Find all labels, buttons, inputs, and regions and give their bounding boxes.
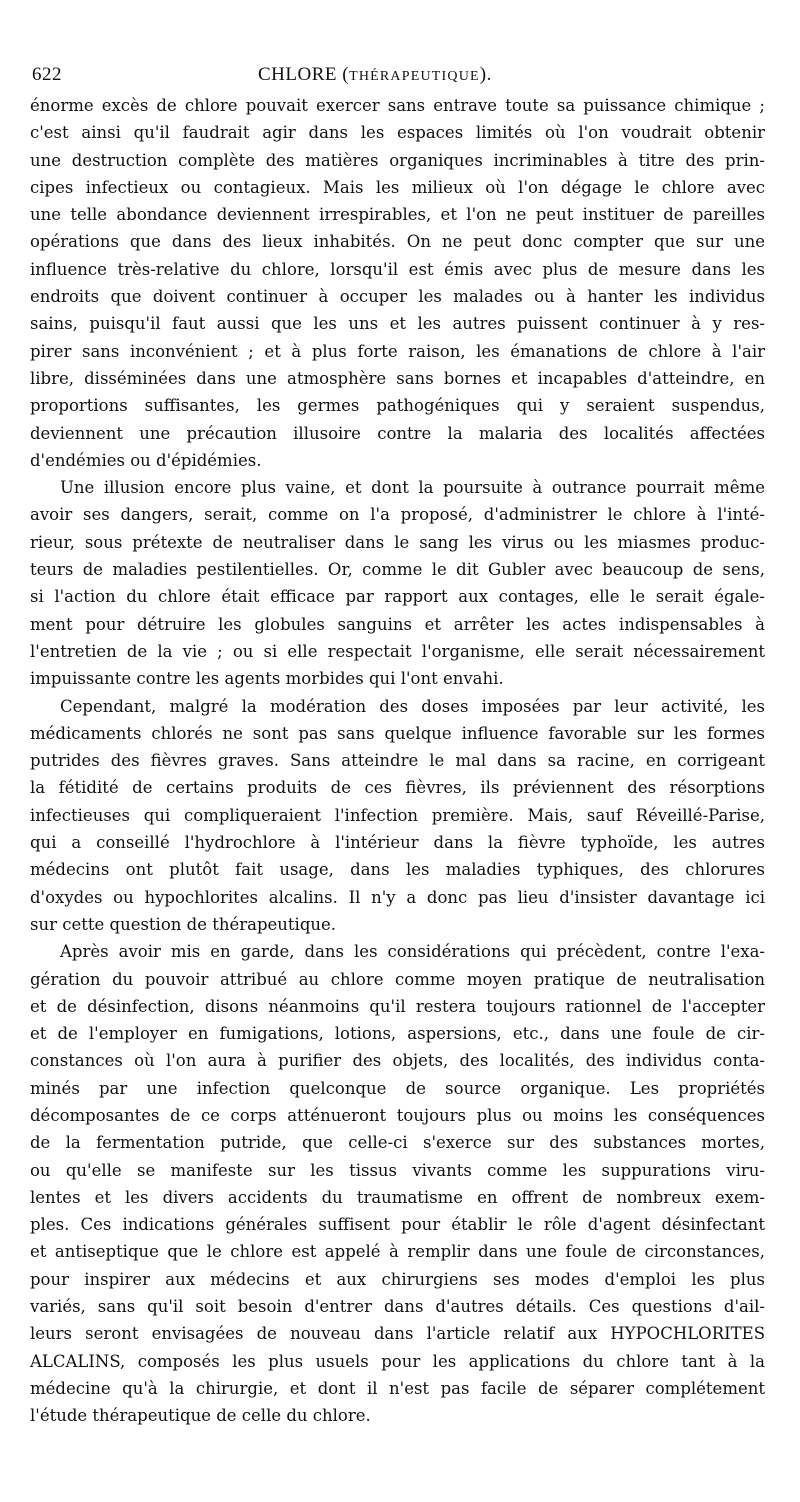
text-line: variés, sans qu'il soit besoin d'entrer dans d'autres détails. Ces questions d'ail- (30, 1297, 765, 1317)
text-line: décomposantes de ce corps atténueront toujours plus ou moins les conséquences (30, 1105, 765, 1125)
text-line: ment pour détruire les globules sanguins et arrêter les actes indispensables à (30, 614, 765, 634)
text-line: pour inspirer aux médecins et aux chirurgiens ses modes d'emploi les plus (30, 1269, 765, 1289)
text-line: cipes infectieux ou contagieux. Mais les milieux où l'on dégage le chlore avec (30, 177, 765, 197)
paragraph (30, 474, 765, 692)
text-line: l'étude thérapeutique de celle du chlore. (30, 1406, 371, 1426)
text-line: et de l'employer en fumigations, lotions, aspersions, etc., dans une foule de cir- (30, 1024, 765, 1044)
text-line: pirer sans inconvénient ; et à plus forte raison, les émanations de chlore à l'air (30, 341, 765, 361)
running-title-open: ( (337, 64, 350, 85)
running-title-sub: THÉRAPEUTIQUE (349, 69, 480, 84)
text-line: ou qu'elle se manifeste sur les tissus vivants comme les suppurations viru- (30, 1160, 765, 1180)
text-line: d'oxydes ou hypochlorites alcalins. Il n'y a donc pas lieu d'insister davantage ici (30, 887, 765, 907)
page-number: 622 (32, 64, 62, 85)
book-page (30, 58, 765, 1430)
text-line: une telle abondance deviennent irrespirables, et l'on ne peut instituer de pareilles (30, 205, 765, 225)
running-title-main: CHLORE (258, 64, 337, 85)
text-line: putrides des fièvres graves. Sans atteindre le mal dans sa racine, en corrigeant (30, 751, 765, 771)
text-line: médecins ont plutôt fait usage, dans les maladies typhiques, des chlorures (30, 860, 765, 880)
text-line: sur cette question de thérapeutique. (30, 914, 337, 934)
text-line: ples. Ces indications générales suffisent pour établir le rôle d'agent désinfectant (30, 1215, 765, 1235)
text-line: la fétidité de certains produits de ces fièvres, ils préviennent des résorptions (30, 778, 765, 798)
text-line: énorme excès de chlore pouvait exercer sans entrave toute sa puissance chimique ; (30, 96, 765, 115)
running-head (30, 58, 765, 92)
text-line: leurs seront envisagées de nouveau dans l'article relatif aux HYPOCHLORITES (30, 1324, 765, 1344)
text-line: qui a conseillé l'hydrochlore à l'intérieur dans la fièvre typhoïde, les autres (30, 833, 765, 853)
text-line: libre, disséminées dans une atmosphère sans bornes et incapables d'atteindre, en (30, 368, 765, 388)
text-line: teurs de maladies pestilentielles. Or, comme le dit Gubler avec beaucoup de sens, (30, 560, 765, 580)
running-title-close: ). (479, 64, 492, 85)
text-line: si l'action du chlore était efficace par rapport aux contages, elle le serait égale- (30, 587, 765, 607)
text-line: impuissante contre les agents morbides qui l'ont envahi. (30, 669, 504, 689)
paragraph (30, 938, 765, 1429)
text-line: opérations que dans des lieux inhabités. On ne peut donc compter que sur une (30, 232, 765, 252)
text-line: lentes et les divers accidents du traumatisme en offrent de nombreux exem- (30, 1187, 765, 1207)
text-line: et de désinfection, disons néanmoins qu'il restera toujours rationnel de l'accepter (30, 996, 765, 1016)
text-line: rieur, sous prétexte de neutraliser dans le sang les virus ou les miasmes produc- (30, 532, 765, 552)
text-line: Après avoir mis en garde, dans les considérations qui précèdent, contre l'exa- (60, 942, 765, 962)
running-title (258, 64, 492, 86)
text-line: constances où l'on aura à purifier des objets, des localités, des individus conta- (30, 1051, 765, 1071)
text-line: Une illusion encore plus vaine, et dont la poursuite à outrance pourrait même (60, 478, 765, 498)
text-line: médecine qu'à la chirurgie, et dont il n'est pas facile de séparer complétement (30, 1378, 765, 1398)
text-line: endroits que doivent continuer à occuper les malades ou à hanter les individus (30, 287, 765, 307)
text-line: d'endémies ou d'épidémies. (30, 450, 262, 470)
paragraph (30, 92, 765, 474)
text-line: de la fermentation putride, que celle-ci s'exerce sur des substances mortes, (30, 1133, 765, 1153)
text-line: gération du pouvoir attribué au chlore comme moyen pratique de neutralisation (30, 969, 765, 989)
text-line: ALCALINS, composés les plus usuels pour les applications du chlore tant à la (30, 1351, 765, 1371)
text-line: l'entretien de la vie ; ou si elle respectait l'organisme, elle serait nécessairement (30, 641, 765, 661)
text-line: médicaments chlorés ne sont pas sans quelque influence favorable sur les formes (30, 723, 765, 743)
text-line: une destruction complète des matières organiques incriminables à titre des prin- (30, 150, 765, 170)
text-line: avoir ses dangers, serait, comme on l'a proposé, d'administrer le chlore à l'inté- (30, 505, 765, 525)
body-text (30, 92, 765, 1430)
text-line: influence très-relative du chlore, lorsqu'il est émis avec plus de mesure dans les (30, 259, 765, 279)
text-line: proportions suffisantes, les germes pathogéniques qui y seraient suspendus, (30, 396, 765, 416)
text-line: sains, puisqu'il faut aussi que les uns et les autres puissent continuer à y res- (30, 314, 765, 334)
text-line: infectieuses qui compliqueraient l'infection première. Mais, sauf Réveillé-Parise, (30, 805, 765, 825)
text-line: Cependant, malgré la modération des doses imposées par leur activité, les (60, 696, 765, 716)
text-line: minés par une infection quelconque de source organique. Les propriétés (30, 1078, 765, 1098)
text-line: et antiseptique que le chlore est appelé à remplir dans une foule de circonstances, (30, 1242, 765, 1262)
text-line: c'est ainsi qu'il faudrait agir dans les espaces limités où l'on voudrait obtenir (30, 123, 765, 143)
text-line: deviennent une précaution illusoire contre la malaria des localités affectées (30, 423, 765, 443)
paragraph (30, 693, 765, 939)
